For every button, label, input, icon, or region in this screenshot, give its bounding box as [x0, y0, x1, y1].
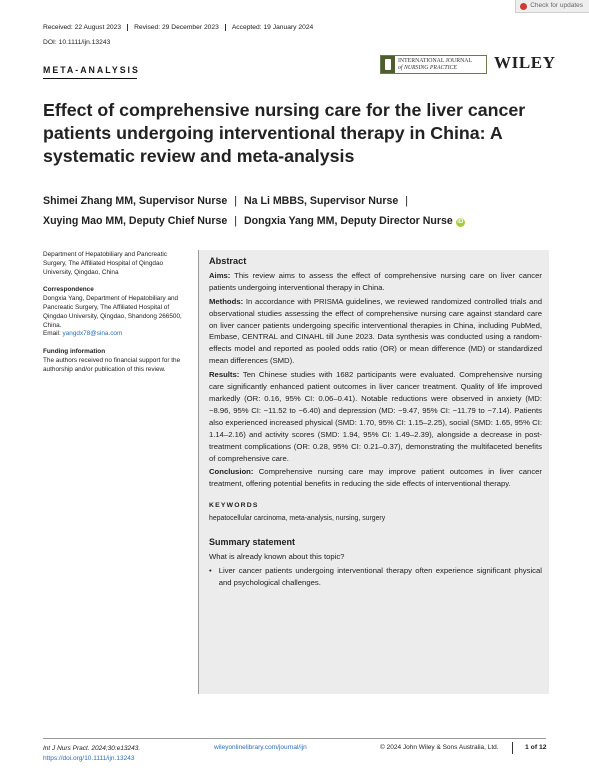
check-updates-label: Check for updates: [530, 2, 583, 9]
abstract-box: [198, 250, 549, 694]
journal-logo: [380, 55, 487, 74]
funding-text: The authors received no financial support for the authorship and/or publication of this review.: [43, 356, 181, 373]
abstract-results: [209, 369, 542, 464]
footer-citation-block: [43, 744, 140, 764]
methods-text: In accordance with PRISMA guidelines, we reviewed randomized controlled trials and observational studies assessing the effect of comprehensive nursing care against standard care on liver cancer patients undergoing specific interventional therapies in China, including PubMed, Embase, CENTRAL and CINAHL till June 2023. Data synthesis was conducted using a random-effects model and reported as pooled odds ratio (OR) or mean difference (MD) or standardized mean differences (SMD).: [209, 296, 542, 366]
conclusion-text: Comprehensive nursing care may improve patient outcomes in liver cancer treatment, offering potential benefits in reducing the side effects of interventional therapy.: [209, 467, 542, 489]
keywords-heading: KEYWORDS: [209, 502, 259, 510]
journal-logo-line1: INTERNATIONAL JOURNAL: [398, 58, 473, 64]
check-for-updates-badge[interactable]: [515, 0, 589, 13]
results-text: Ten Chinese studies with 1682 participants were evaluated. Comprehensive nursing care significantly enhanced patient outcomes in liver cancer treatment. Quality of life improved markedly (OR: 0.16, 95% CI: 0.06–0.41). Notable reductions were observed in anxiety (MD: −8.96, 95% CI: −11.52 to −6.40) and depression (MD: −9.47, 95% CI: −11.79 to −7.14). Patients also experienced increased physical (SMD: 1.70, 95% CI: 1.15–2.25), social (SMD: 1.65, 95% CI: 1.14–2.16) and activity scores (SMD: 1.94, 95% CI: 1.49–2.39), alongside a decrease in post-treatment complications (OR: 0.28, 95% CI: 0.21–0.37), demonstrating the multifaceted benefits of comprehensive care.: [209, 370, 542, 463]
journal-logo-line2: of NURSING PRACTICE: [398, 64, 457, 71]
author-separator: |: [234, 215, 237, 227]
abstract-conclusion: [209, 466, 542, 490]
email-label: Email:: [43, 330, 63, 338]
revised-date: Revised: 29 December 2023: [134, 24, 226, 31]
author-1[interactable]: Shimei Zhang MM, Supervisor Nurse: [43, 195, 228, 207]
aims-label: Aims:: [209, 270, 231, 280]
aims-text: This review aims to assess the effect of comprehensive nursing care on liver cancer patients undergoing interventional therapy in China.: [209, 270, 542, 292]
journal-logo-icon: [381, 56, 395, 73]
methods-label: Methods:: [209, 296, 244, 306]
orcid-icon[interactable]: iD: [457, 219, 464, 225]
section-underline: [43, 78, 137, 79]
footer-doi-link[interactable]: https://doi.org/10.1111/ijn.13243: [43, 755, 135, 762]
results-label: Results:: [209, 370, 240, 380]
keywords-list: hepatocellular carcinoma, meta-analysis, nursing, surgery: [209, 515, 386, 523]
summary-heading: Summary statement: [209, 537, 296, 548]
page-number: 1 of 12: [512, 742, 547, 754]
article-dates: [43, 24, 325, 31]
abstract-heading: Abstract: [209, 256, 247, 266]
summary-bullet: [209, 565, 542, 589]
author-4[interactable]: Dongxia Yang MM, Deputy Director Nurse: [244, 215, 453, 227]
affiliation-column: [43, 251, 191, 375]
summary-question: What is already known about this topic?: [209, 551, 345, 561]
publisher-logo: WILEY: [494, 53, 556, 72]
abstract-methods: [209, 296, 542, 367]
author-3[interactable]: Xuying Mao MM, Deputy Chief Nurse: [43, 215, 228, 227]
correspondence-heading: Correspondence: [43, 286, 94, 294]
author-list: [43, 191, 553, 231]
abstract-aims: [209, 270, 542, 294]
footer-copyright: © 2024 John Wiley & Sons Australia, Ltd.: [380, 744, 499, 751]
author-separator: |: [234, 195, 238, 207]
author-separator: |: [405, 195, 409, 207]
footer-site-link[interactable]: wileyonlinelibrary.com/journal/ijn: [214, 744, 307, 751]
correspondence-email-line: [43, 330, 191, 339]
received-date: Received: 22 August 2023: [43, 24, 128, 31]
funding-heading: Funding information: [43, 348, 106, 356]
footer-citation: Int J Nurs Pract. 2024;30:e13243.: [43, 745, 141, 752]
conclusion-label: Conclusion:: [209, 467, 254, 477]
email-link[interactable]: yangdx78@sina.com: [62, 330, 123, 338]
article-title: Effect of comprehensive nursing care for the liver cancer patients undergoing interventional therapy in China: A systematic review and meta-analysis: [43, 100, 526, 166]
author-2[interactable]: Na Li MBBS, Supervisor Nurse: [244, 195, 399, 207]
affiliation-text: Department of Hepatobiliary and Pancreatic Surgery, The Affiliated Hospital of Qingdao University, Qingdao, China: [43, 251, 167, 276]
footer-rule: [43, 738, 546, 739]
doi: DOI: 10.1111/ijn.13243: [43, 39, 111, 46]
bullet-icon: •: [209, 565, 212, 575]
section-label: META-ANALYSIS: [43, 65, 140, 75]
summary-bullet-text: Liver cancer patients undergoing interventional therapy often experience significant physical and psychological challenges.: [218, 565, 542, 587]
accepted-date: Accepted: 19 January 2024: [231, 24, 314, 31]
update-icon: [520, 3, 527, 10]
correspondence-text: Dongxia Yang, Department of Hepatobiliary and Pancreatic Surgery, The Affiliated Hospital of Qingdao University, Qingdao, Shandong 266500, China.: [43, 295, 182, 329]
